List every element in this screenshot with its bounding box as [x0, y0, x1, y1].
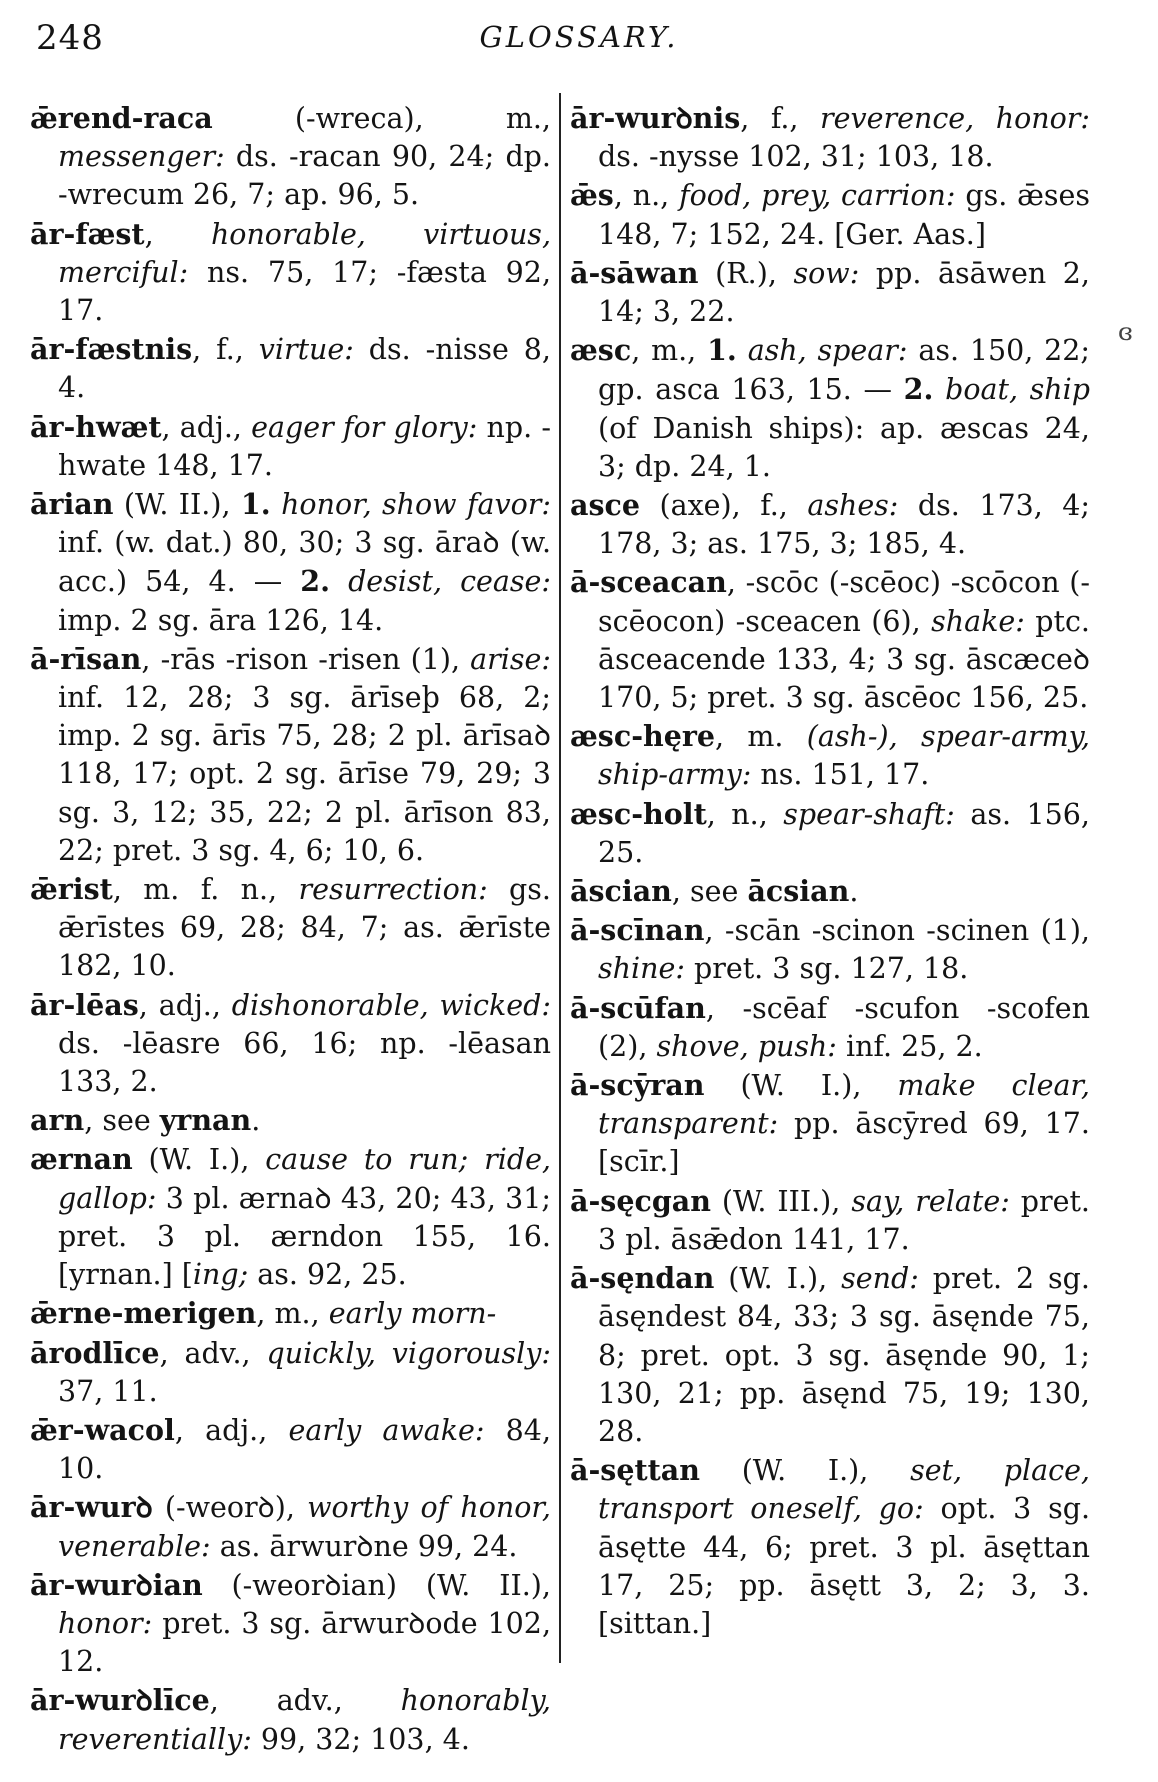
glossary-entry: [570, 911, 1090, 988]
definition: cause to run; ride, gallop:: [58, 1143, 551, 1215]
entry-text: , -scēaf -scufon -scofen (2),: [598, 991, 1090, 1063]
glossary-entry: [30, 1566, 551, 1682]
headword: ǣrist: [30, 872, 113, 907]
headword: ā-sceacan: [570, 565, 727, 600]
headword: āscian: [570, 874, 672, 909]
entry-text: pret. 2 sg. āsęndest 84, 33; 3 sg. āsęnde 75, 8; pret. opt. 3 sg. āsęnde 90, 1; 130, 21; pp. āsęnd 75, 19; 130, 28.: [598, 1262, 1090, 1448]
glossary-entry: [30, 1101, 551, 1140]
definition: virtue:: [258, 333, 354, 367]
definition: messenger:: [58, 140, 225, 174]
headword: ā-scȳran: [570, 1068, 705, 1103]
definition: dishonorable, wicked:: [231, 988, 551, 1022]
entry-text: [933, 373, 945, 406]
entry-text: , adv.,: [159, 1336, 267, 1370]
definition: shake:: [931, 604, 1025, 638]
margin-pencil-mark: ɞ: [1118, 318, 1133, 346]
glossary-entry: [570, 795, 1090, 872]
headword: ā-sęttan: [570, 1453, 700, 1488]
glossary-entry: [570, 176, 1090, 253]
glossary-entry: [570, 1066, 1090, 1182]
entry-text: (W. III.),: [710, 1184, 852, 1218]
headword: ār-wurꝺnis: [570, 101, 741, 135]
headword: 1.: [707, 333, 737, 368]
definition: honorably, reverentially:: [58, 1684, 551, 1756]
entry-text: pp. āscȳred 69, 17. [scīr.]: [598, 1107, 1090, 1179]
definition: eager for glory:: [251, 410, 478, 444]
glossary-entry: [570, 331, 1090, 486]
glossary-entry: [570, 563, 1090, 717]
entry-text: ptc. āsceacende 133, 4; 3 sg. āscæceꝺ 170, 5; pret. 3 sg. āscēoc 156, 25.: [598, 604, 1090, 715]
glossary-entry: [30, 99, 551, 215]
definition: make clear, transparent:: [598, 1069, 1090, 1141]
entry-text: , n.,: [613, 179, 680, 213]
entry-text: [330, 565, 348, 598]
headword: ār-wurꝺ: [30, 1490, 153, 1525]
entry-text: imp. 2 sg. āra 126, 14.: [58, 603, 384, 637]
entry-text: pret. 3 sg. ārwurꝺode 102, 12.: [58, 1606, 551, 1679]
entry-text: (R.),: [698, 256, 794, 290]
page-number: 248: [36, 18, 104, 58]
headword: ār-fæst: [30, 216, 145, 251]
definition: set, place, transport oneself, go:: [598, 1454, 1090, 1526]
glossary-entry: [570, 872, 1090, 911]
entry-text: , adj.,: [138, 988, 232, 1022]
definition: reverence, honor:: [820, 102, 1090, 135]
entry-text: , f.,: [740, 102, 821, 135]
glossary-entry: [30, 485, 551, 640]
headword: ǣrne-merigen: [30, 1296, 257, 1331]
entry-text: , see: [671, 875, 748, 909]
headword: ār-lēas: [30, 987, 139, 1022]
headword: arn: [30, 1103, 85, 1138]
entry-text: (W. I.),: [704, 1069, 898, 1103]
headword: ār-wurꝺian: [30, 1567, 203, 1602]
definition: worthy of honor, venerable:: [58, 1491, 551, 1563]
headword: ǣs: [570, 178, 614, 213]
entry-text: (W. II.),: [113, 488, 241, 522]
glossary-entry: [570, 1259, 1090, 1451]
glossary-entry: [30, 408, 551, 485]
entry-text: , m.,: [631, 334, 708, 368]
entry-text: opt. 3 sg. āsętte 44, 6; pret. 3 pl. āsęttan 17, 25; pp. āsętt 3, 2; 3, 3. [sittan.]: [598, 1492, 1091, 1640]
definition: honor:: [58, 1606, 153, 1640]
entry-text: (-wreca), m.,: [212, 102, 551, 135]
glossary-column-left: [30, 99, 551, 1759]
headword: 2.: [300, 564, 331, 599]
glossary-entry: [30, 870, 551, 986]
headword: ār-hwæt: [30, 409, 162, 444]
entry-text: (W. I.),: [700, 1454, 911, 1488]
glossary-entry: [570, 989, 1090, 1066]
entry-text: , -scān -scinon -scinen (1),: [704, 914, 1090, 948]
entry-text: , f.,: [192, 333, 259, 367]
entry-text: [271, 488, 281, 521]
entry-text: , adj.,: [161, 410, 252, 444]
headword: ārodlīce: [30, 1335, 160, 1370]
entry-text: pret. 3 pl. āsǣdon 141, 17.: [598, 1184, 1090, 1256]
entry-text: ns. 75, 17; -fæsta 92, 17.: [58, 255, 551, 328]
headword: ā-scūfan: [570, 990, 706, 1025]
definition: boat, ship: [945, 373, 1090, 407]
entry-text: (W. I.),: [132, 1143, 266, 1177]
entry-text: as. 150, 22; gp. asca 163, 15. —: [598, 334, 1091, 407]
glossary-entry: [570, 254, 1090, 331]
definition: ash, spear:: [747, 334, 908, 368]
entry-text: np. -hwate 148, 17.: [58, 410, 551, 482]
entry-text: (of Danish ships): ap. æscas 24, 3; dp. 24, 1.: [598, 411, 1090, 483]
headword: asce: [570, 488, 640, 523]
entry-text: ds. -racan 90, 24; dp. -wrecum 26, 7; ap. 96, 5.: [58, 140, 551, 212]
glossary-entry: [570, 717, 1090, 794]
entry-text: pret. 3 sg. 127, 18.: [684, 952, 969, 986]
definition: (ash-), spear-army, ship-army:: [598, 720, 1090, 792]
entry-text: (axe), f.,: [640, 489, 808, 523]
definition: arise:: [470, 642, 551, 676]
entry-text: gs. ǣrīstes 69, 28; 84, 7; as. ǣrīste 182, 10.: [58, 873, 551, 983]
entry-text: ns. 151, 17.: [751, 758, 930, 792]
glossary-entry: [30, 215, 551, 331]
headword: ærnan: [30, 1142, 133, 1177]
glossary-entry: [30, 1334, 551, 1411]
running-head: GLOSSARY.: [479, 20, 679, 54]
entry-text: , adj.,: [174, 1413, 289, 1447]
entry-text: , n.,: [706, 797, 784, 831]
definition: desist, cease:: [348, 565, 551, 599]
headword: ā-sāwan: [570, 255, 699, 290]
definition: early awake:: [288, 1413, 485, 1447]
entry-text: .: [849, 875, 859, 909]
definition: shove, push:: [656, 1029, 837, 1063]
entry-text: ds. 173, 4; 178, 3; as. 175, 3; 185, 4.: [598, 489, 1090, 561]
entry-text: gs. ǣses 148, 7; 152, 24. [Ger. Aas.]: [598, 179, 1091, 251]
headword: ā-rīsan: [30, 641, 142, 676]
entry-text: 99, 32; 103, 4.: [251, 1722, 470, 1756]
definition: early morn-: [328, 1297, 497, 1331]
headword: ār-fæstnis: [30, 332, 193, 367]
glossary-entry: [570, 486, 1090, 563]
glossary-entry: [570, 99, 1090, 176]
entry-text: (-weorꝺ),: [152, 1491, 308, 1525]
entry-text: (W. I.),: [714, 1262, 842, 1296]
entry-text: inf. (w. dat.) 80, 30; 3 sg. āraꝺ (w. acc.) 54, 4. —: [58, 526, 551, 599]
headword: æsc-hęre: [570, 719, 716, 754]
entry-text: 84, 10.: [58, 1413, 552, 1486]
entry-text: , m.: [715, 720, 807, 754]
headword: ā-scīnan: [570, 913, 705, 948]
definition: spear-shaft:: [783, 797, 955, 831]
definition: sow:: [793, 256, 860, 290]
definition: resurrection:: [298, 873, 488, 907]
definition: honorable, virtuous, merciful:: [58, 217, 551, 289]
headword: ācsian: [747, 874, 850, 909]
headword: ārian: [30, 487, 114, 522]
glossary-entry: [30, 1488, 551, 1565]
entry-text: inf. 25, 2.: [836, 1029, 983, 1063]
entry-text: as. ārwurꝺne 99, 24.: [210, 1529, 518, 1563]
entry-text: ,: [144, 217, 211, 251]
entry-text: ds. -nysse 102, 31; 103, 18.: [598, 140, 994, 174]
headword: æsc: [570, 333, 632, 368]
entry-text: , -rās -rison -risen (1),: [141, 642, 471, 676]
headword: 1.: [240, 487, 271, 522]
entry-text: as. 92, 25.: [248, 1258, 407, 1292]
definition: food, prey, carrion:: [679, 179, 956, 213]
glossary-entry: [570, 1451, 1090, 1643]
glossary-entry: [30, 640, 551, 870]
headword: ā-sęcgan: [570, 1183, 711, 1218]
entry-text: , m. f. n.,: [112, 873, 299, 907]
glossary-column-right: [570, 99, 1090, 1643]
definition: ing;: [192, 1258, 249, 1292]
glossary-entry: [30, 986, 551, 1102]
headword: æsc-holt: [570, 796, 707, 831]
definition: shine:: [598, 952, 685, 986]
definition: quickly, vigorously:: [266, 1336, 551, 1370]
glossary-entry: [30, 330, 551, 407]
headword: 2.: [903, 372, 934, 407]
definition: say, relate:: [851, 1184, 1010, 1218]
entry-text: , see: [84, 1104, 160, 1138]
entry-text: 3 pl. ærnaꝺ 43, 20; 43, 31; pret. 3 pl. ærndon 155, 16. [yrnan.] [: [58, 1181, 551, 1292]
headword: yrnan: [159, 1103, 252, 1138]
entry-text: .: [251, 1104, 261, 1138]
definition: honor, show favor:: [281, 488, 551, 522]
entry-text: , adv.,: [209, 1684, 401, 1718]
entry-text: (-weorꝺian) (W. II.),: [202, 1568, 551, 1602]
headword: ǣr-wacol: [30, 1412, 175, 1447]
glossary-entry: [30, 1411, 551, 1488]
definition: ashes:: [807, 489, 899, 523]
entry-text: ds. -nisse 8, 4.: [58, 333, 551, 405]
headword: ār-wurꝺlīce: [30, 1683, 210, 1718]
entry-text: inf. 12, 28; 3 sg. ārīseþ 68, 2; imp. 2 sg. ārīs 75, 28; 2 pl. ārīsaꝺ 118, 17; opt. 2 sg. ārīse 79, 29; 3 sg. 3, 12; 35, 22; 2 pl. ārīson 83, 22; pret. 3 sg. 4, 6; 10, 6.: [58, 681, 551, 867]
entry-text: , -scōc (-scēoc) -scōcon (-scēocon) -sceacen (6),: [598, 566, 1090, 638]
entry-text: 37, 11.: [58, 1374, 158, 1408]
glossary-entry: [30, 1294, 551, 1333]
entry-text: pp. āsāwen 2, 14; 3, 22.: [598, 256, 1090, 329]
entry-text: , m.,: [256, 1297, 329, 1331]
glossary-entry: [570, 1182, 1090, 1259]
glossary-entry: [30, 1140, 551, 1294]
definition: send:: [841, 1262, 919, 1296]
column-rule: [559, 93, 561, 1663]
entry-text: [737, 334, 748, 367]
entry-text: as. 156, 25.: [598, 797, 1090, 869]
headword: ā-sęndan: [570, 1261, 715, 1296]
headword: ǣrend-raca: [30, 101, 213, 135]
glossary-entry: [30, 1681, 551, 1758]
entry-text: ds. -lēasre 66, 16; np. -lēasan 133, 2.: [58, 1026, 551, 1099]
